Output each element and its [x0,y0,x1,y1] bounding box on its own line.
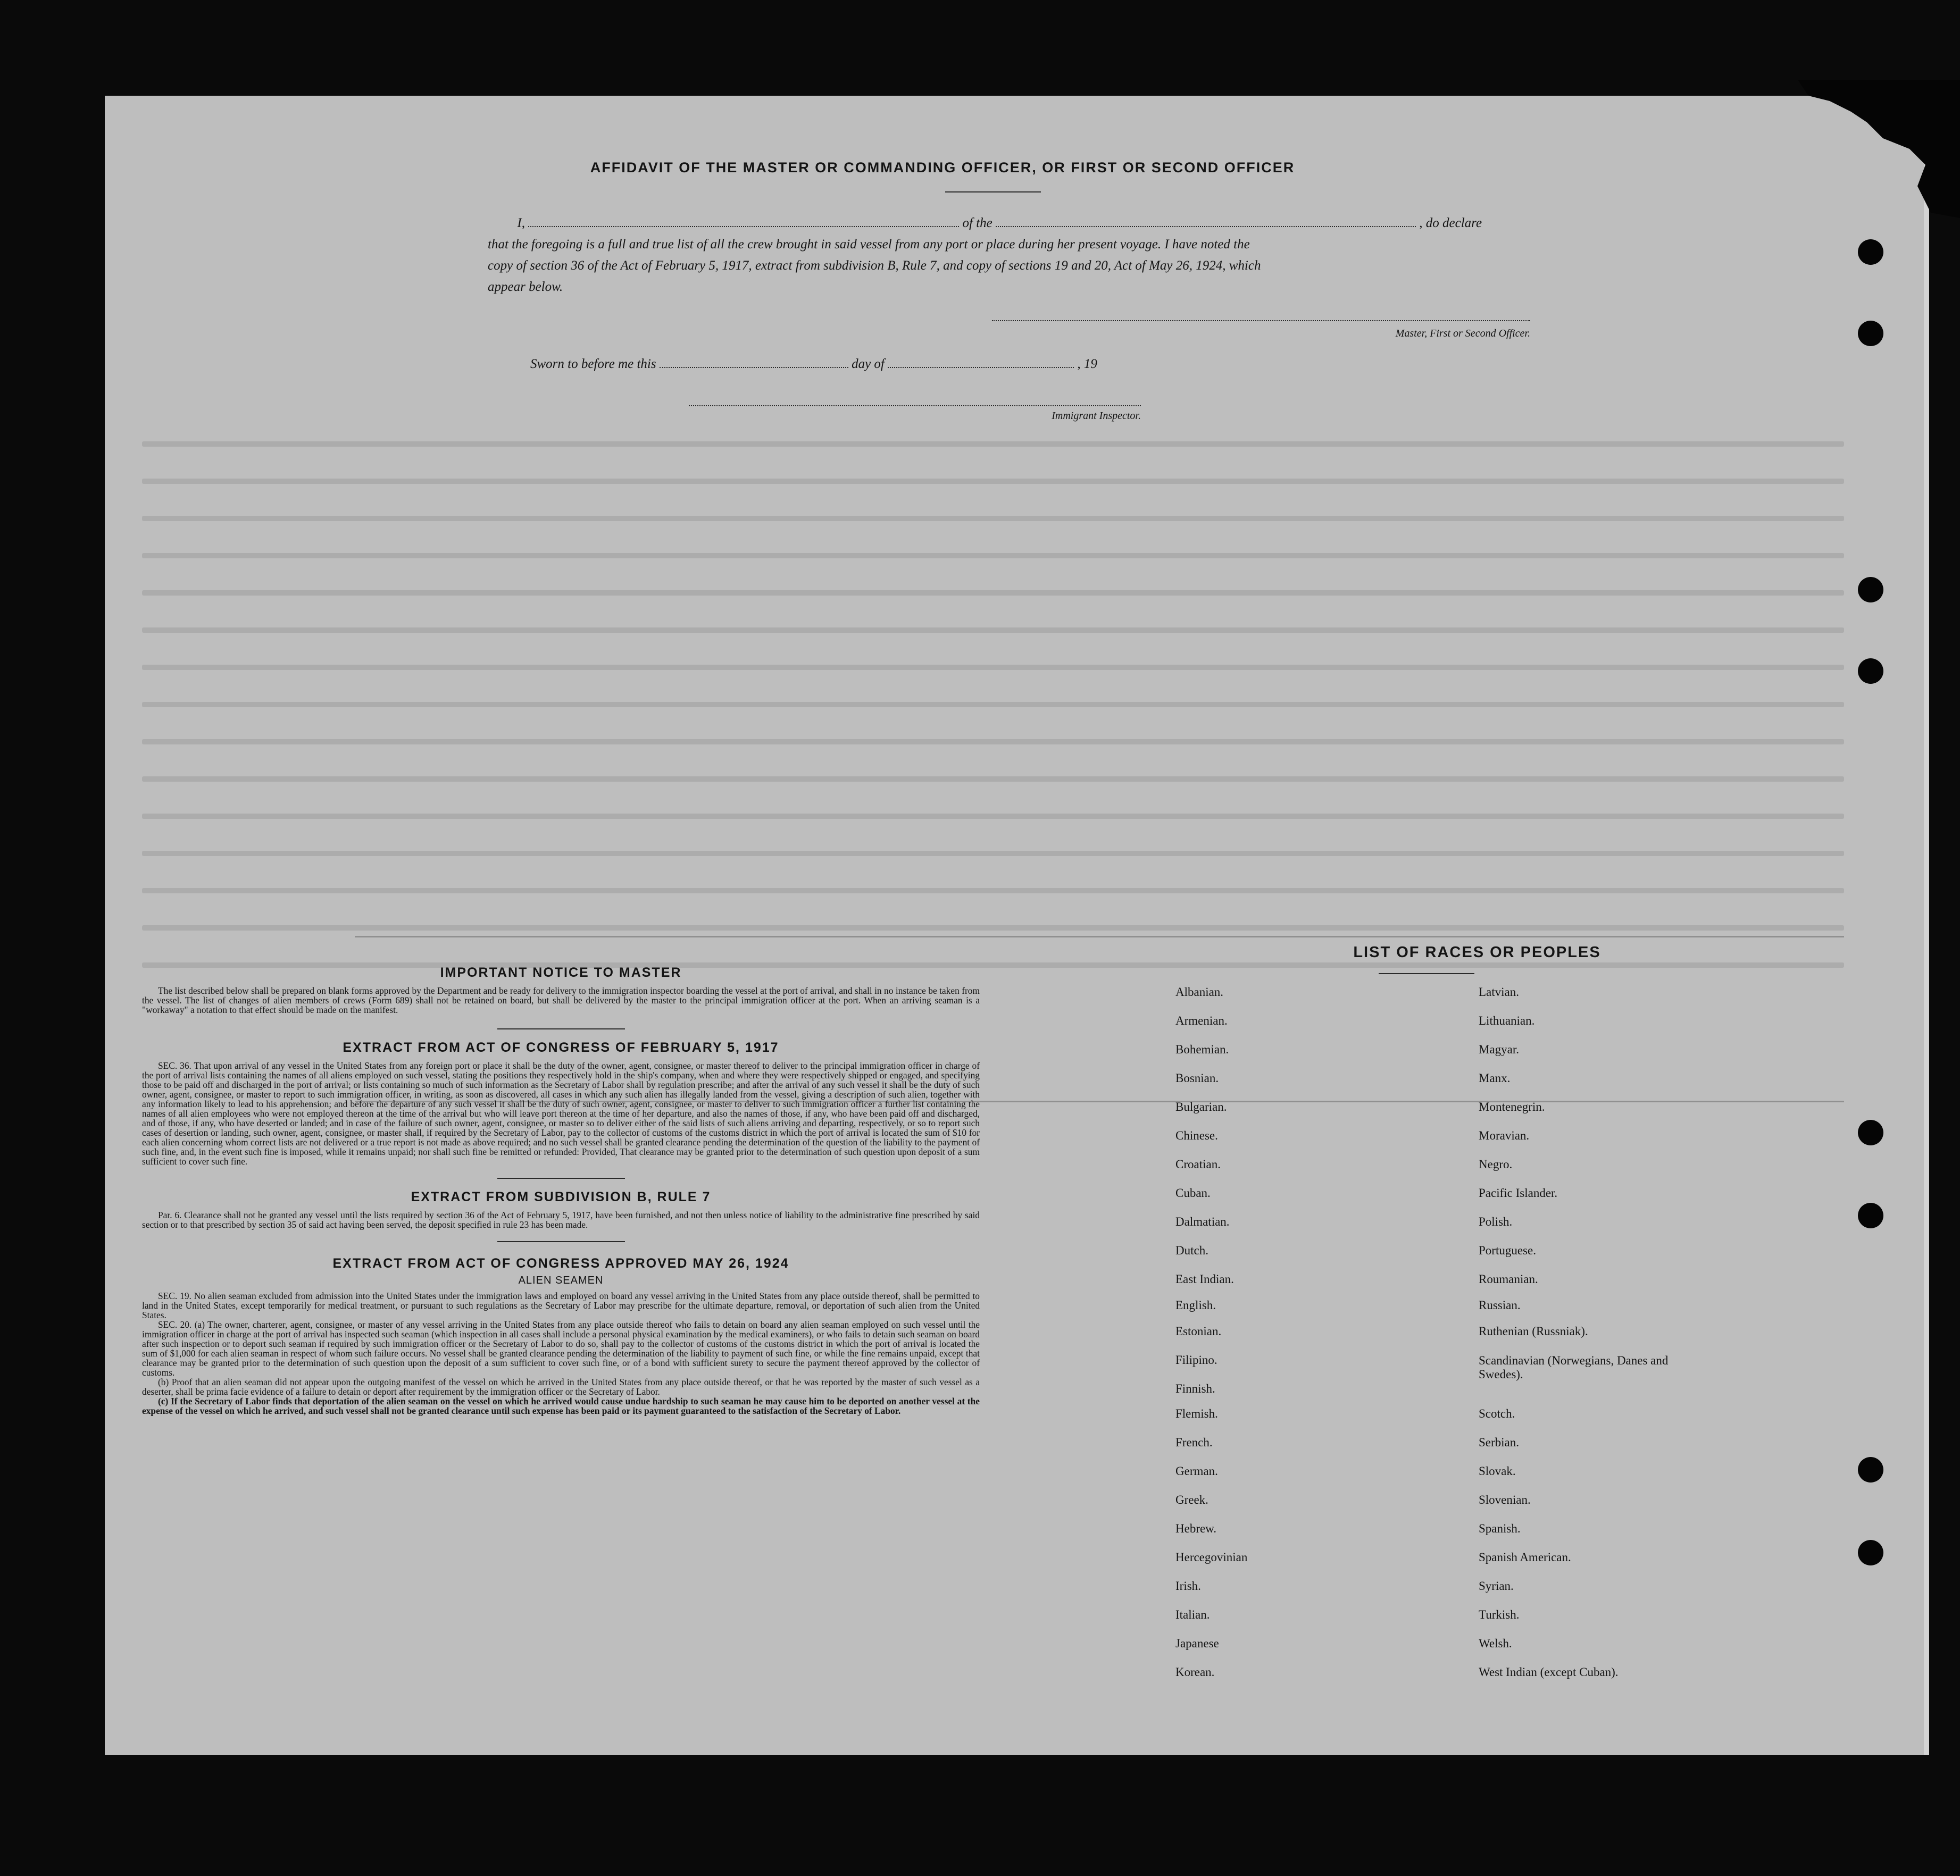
extract-1917-title: EXTRACT FROM ACT OF CONGRESS OF FEBRUARY 5, 1917 [343,1040,779,1055]
race-item: Portuguese. [1479,1244,1536,1257]
master-signature-caption: Master, First or Second Officer. [1395,328,1530,339]
race-item: Serbian. [1479,1436,1520,1449]
race-item: East Indian. [1175,1272,1234,1286]
sworn-year: , 19 [1077,357,1097,371]
sworn-line [530,354,1097,375]
binder-hole [1858,1203,1883,1228]
race-item: Bohemian. [1175,1043,1229,1056]
race-item: Magyar. [1479,1043,1520,1056]
race-item: Scotch. [1479,1407,1515,1420]
race-item: Russian. [1479,1299,1521,1312]
race-item: Bosnian. [1175,1071,1219,1085]
race-item: Spanish American. [1479,1551,1571,1564]
binder-hole [1858,1540,1883,1565]
notice-title: IMPORTANT NOTICE TO MASTER [440,965,682,980]
race-item: Montenegrin. [1479,1100,1545,1113]
affidavit-line4: appear below. [488,280,563,294]
affidavit-line3: copy of section 36 of the Act of February 5, 1917, extract from subdivision B, Rule 7, and copy of sections 19 and 20, Act of May 26, 1924, which [488,258,1261,273]
divider [497,1241,625,1242]
extract-rule7-title: EXTRACT FROM SUBDIVISION B, RULE 7 [411,1190,711,1204]
vessel-blank [996,214,1416,227]
sworn-month-blank [888,355,1074,368]
race-item: Japanese [1175,1637,1219,1650]
race-item: Pacific Islander. [1479,1186,1558,1200]
sworn-day-blank [660,355,848,368]
binder-hole [1858,1457,1883,1483]
name-blank [528,214,959,227]
affidavit-line2: that the foregoing is a full and true list of all the crew brought in said vessel from any port or place during her present voyage. I have noted the [488,237,1250,252]
inspector-caption: Immigrant Inspector. [1052,410,1141,422]
race-item: Scandinavian (Norwegians, Danes and Swedes). [1479,1354,1669,1381]
binder-hole [1858,321,1883,346]
race-item: Armenian. [1175,1014,1228,1027]
sec19-body: SEC. 19. No alien seaman excluded from admission into the United States under the immigration laws and employed on board any vessel arriving in the United States from any place outside thereof, shall be permitted to land in the United States, except temporarily for medical treatment, or pursuant to such regulations as the Secretary of Labor may prescribe for the ultimate departure, removal, or deportation of such alien from the United States. [142,1291,980,1320]
affidavit-line1-end: , do declare [1419,216,1482,230]
race-item: Filipino. [1175,1353,1217,1367]
race-item: Manx. [1479,1071,1511,1085]
sworn-start: Sworn to before me this [530,357,656,371]
race-item: Turkish. [1479,1608,1520,1621]
extract-rule7-body: Par. 6. Clearance shall not be granted any vessel until the lists required by section 36 of the Act of February 5, 1917, have been furnished, and not then unless notice of liability to the administrative fine prescribed by said section or to that prescribed by section 35 of said act having been served, the deposit specified in rule 23 has been made. [142,1210,980,1230]
race-item: English. [1175,1299,1216,1312]
affidavit-body [488,213,1530,298]
binder-hole [1858,239,1883,265]
race-item: Dalmatian. [1175,1215,1230,1228]
race-item: Italian. [1175,1608,1210,1621]
torn-corner [1798,80,1960,218]
race-item: German. [1175,1464,1218,1478]
race-item: Polish. [1479,1215,1513,1228]
legal-column [142,965,980,1416]
affidavit-line1-of: of the [962,216,992,230]
sec20b-body: (b) Proof that an alien seaman did not appear upon the outgoing manifest of the vessel on which he arrived in the United States from any place outside thereof, or that he was reported by the master of such vessel as a deserter, shall be prima facie evidence of a failure to detain or deport after requirement by the immigration officer or the Secretary of Labor. [142,1377,980,1397]
race-item: Flemish. [1175,1407,1218,1420]
title-divider [945,191,1041,192]
race-item: Slovak. [1479,1464,1516,1478]
race-item: Dutch. [1175,1244,1208,1257]
sec20a-body: SEC. 20. (a) The owner, charterer, agent, consignee, or master of any vessel arriving in the United States from any place outside thereof who fails to detain on board any alien seaman employed on such vessel until the immigration officer in charge at the port of arrival has inspected such seaman (which inspection in all cases shall include a personal physical examination by the medical examiners), or who fails to detain such seaman on board after such inspection or to deport such seaman if required by such immigration officer or the Secretary of Labor to do so, shall pay to the collector of customs of the customs district in which the port of arrival is located the sum of $1,000 for each alien seaman in respect of whom such failure occurs. No vessel shall be granted clearance pending the determination of the liability to payment of such fine, or while the fine remains unpaid, except that clearance may be granted prior to the determination of such question upon the deposit of a sum sufficient to cover such fine, or of a bond with sufficient surety to secure the payment thereof approved by the collector of customs. [142,1319,980,1378]
race-item: Estonian. [1175,1325,1222,1338]
notice-body: The list described below shall be prepared on blank forms approved by the Department and be ready for delivery to the immigration inspector boarding the vessel at the port of arrival, and shall in no instance be taken from the vessel. The list of changes of alien members of crews (Form 689) shall not be retained on board, but shall be delivered by the master to the principal immigration officer at the port. When an arriving seaman is a "workaway" a notation to that effect should be made on the manifest. [142,985,980,1015]
sec20c-body: (c) If the Secretary of Labor finds that deportation of the alien seaman on the vessel on which he arrived would cause undue hardship to such seaman he may cause him to be deported on another vessel at the expense of the vessel on which he arrived, and such vessel shall not be granted clearance until such expense has been paid or its payment guaranteed to the satisfaction of the Secretary of Labor. [142,1396,980,1416]
race-item: Syrian. [1479,1579,1514,1593]
binder-hole [1858,577,1883,602]
affidavit-line1-start: I, [517,216,525,230]
inspector-signature-line [689,393,1141,406]
race-item: Greek. [1175,1493,1208,1506]
race-item: Finnish. [1175,1382,1215,1395]
race-item: Bulgarian. [1175,1100,1227,1113]
document-page [105,96,1929,1755]
affidavit-title: AFFIDAVIT OF THE MASTER OR COMMANDING OFFICER, OR FIRST OR SECOND OFFICER [590,160,1295,175]
race-item: Korean. [1175,1665,1215,1679]
race-item: Hercegovinian [1175,1551,1248,1564]
master-signature-line [992,308,1530,321]
race-item: French. [1175,1436,1213,1449]
race-item: Spanish. [1479,1522,1521,1535]
binder-hole [1858,658,1883,684]
race-item: Cuban. [1175,1186,1211,1200]
race-item: Hebrew. [1175,1522,1217,1535]
binder-hole [1858,1120,1883,1145]
divider [497,1178,625,1179]
race-item: Latvian. [1479,985,1519,999]
race-item: Albanian. [1175,985,1224,999]
race-item: Moravian. [1479,1129,1530,1142]
races-divider [1379,973,1474,974]
divider [497,1028,625,1029]
race-item: Chinese. [1175,1129,1218,1142]
race-item: Lithuanian. [1479,1014,1535,1027]
race-item: Slovenian. [1479,1493,1531,1506]
race-item: Roumanian. [1479,1272,1538,1286]
extract-1917-body: SEC. 36. That upon arrival of any vessel in the United States from any foreign port or place it shall be the duty of the owner, agent, consignee, or master thereof to deliver to the principal immigration officer in charge of the port of arrival lists containing the names of all aliens employed on such vessel, stating the positions they respectively hold in the ship's company, when and where they were respectively shipped or engaged, and specifying those to be paid off and discharged in the port of arrival; or lists containing so much of such information as the Secretary of Labor shall by regulation prescribe; and after the arrival of any such vessel it shall be the duty of such owner, agent, consignee, or master to report to such immigration officer, in writing, as soon as discovered, all cases in which any such alien has illegally landed from the vessel, giving a description of such alien, together with any information likely to lead to his apprehension; and before the departure of any such vessel it shall be the duty of such owner, agent, consignee, or master to deliver to such immigration officer a further list containing the names of all alien employees who were not employed thereon at the time of the arrival but who will leave port thereon at the time of her departure, and also the names of those, if any, who have been paid off and discharged, and of those, if any, who have deserted or landed; and in case of the failure of such owner, agent, consignee, or master so to deliver either of the said lists of such aliens arriving and departing, respectively, or so to report such cases of desertion or landing, such owner, agent, consignee, or master shall, if required by the Secretary of Labor, pay to the collector of customs of the customs district in which the port of arrival is located the sum of $10 for each alien concerning whom correct lists are not delivered or a true report is not made as above required; and no such vessel shall be granted clearance pending the determination of the question of the liability to the payment of such fine, and, in the event such fine is imposed, while it remains unpaid; nor shall such fine be remitted or refunded: Provided, That clearance may be granted prior to the determination of such question upon deposit of a sum sufficient to cover such fine. [142,1060,980,1167]
extract-1924-subtitle: ALIEN SEAMEN [518,1275,604,1286]
race-item: Welsh. [1479,1637,1512,1650]
race-item: Ruthenian (Russniak). [1479,1325,1588,1338]
race-item: Croatian. [1175,1158,1221,1171]
races-title: LIST OF RACES OR PEOPLES [1353,944,1601,961]
race-item: West Indian (except Cuban). [1479,1665,1619,1679]
race-item: Irish. [1175,1579,1201,1593]
sworn-day: day of [852,357,885,371]
race-item: Negro. [1479,1158,1513,1171]
extract-1924-title: EXTRACT FROM ACT OF CONGRESS APPROVED MAY 26, 1924 [332,1256,789,1271]
